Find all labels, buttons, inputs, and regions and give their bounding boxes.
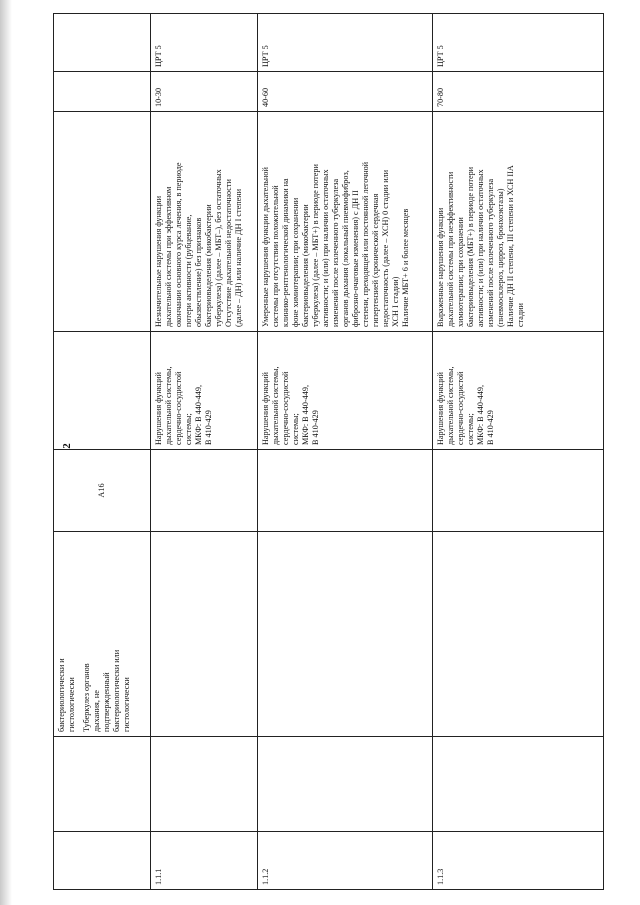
cell-functions [258, 332, 433, 450]
text-line: системы при отсутствии положительной [271, 185, 280, 327]
text-line: Наличие МБТ+ 6 и более месяцев [401, 208, 410, 327]
text-line: стадии [516, 303, 525, 327]
cell-code: 1.1.3 [433, 832, 604, 890]
cell-blank [54, 737, 151, 832]
cell-disease-name [258, 532, 433, 737]
cell-code [54, 832, 151, 890]
text-line: сердечно-сосудистой [456, 371, 465, 445]
text-line: туберкулеза) (далее – МБТ–), без остаточных [214, 169, 223, 327]
text-line: дыхания, не [92, 690, 101, 732]
cell-tag: ЦРТ 5 [151, 14, 258, 72]
text-line: дыхательной системы при неэффективности [446, 171, 455, 327]
text-line: Нарушения функций [154, 372, 163, 445]
text-line: сердечно-сосудистой [281, 371, 290, 445]
text-line: МКФ: B 440-449, [476, 384, 485, 445]
text-line: бактериовыделения (микобактерии [301, 204, 310, 327]
cell-percent: 40-60 [258, 72, 433, 112]
text-line: Нарушения функций [261, 372, 270, 445]
text-line: подтвержденный [102, 672, 111, 732]
text-line: системы; [291, 413, 300, 445]
cell-functions [54, 332, 151, 450]
page-number: 2 [60, 443, 73, 449]
text-line: изменений после излеченного туберкулеза [486, 178, 495, 327]
cell-icd-code [433, 450, 604, 532]
cell-criteria [433, 112, 604, 332]
text-line: фиброзно-очаговые изменения) с ДН II [351, 190, 360, 327]
cell-blank [433, 737, 604, 832]
cell-blank [258, 737, 433, 832]
cell-icd-code: A16 [54, 450, 151, 532]
text-line: активности; и (или) при наличии остаточных [476, 169, 485, 327]
text-line: активности; и (или) при наличии остаточных [321, 169, 330, 327]
text-line: гистологически [122, 677, 131, 732]
text-line: недостаточность (далее – ХСН) 0 стадии или [381, 169, 390, 327]
cell-icd-code [151, 450, 258, 532]
cell-tag [54, 14, 151, 72]
cell-criteria [54, 112, 151, 332]
text-line: B 410-429 [204, 410, 213, 445]
text-line: (далее – ДН) или наличие ДН I степени [234, 189, 243, 327]
cell-percent: 10-30 [151, 72, 258, 112]
cell-blank [151, 737, 258, 832]
disability-criteria-table [53, 13, 604, 890]
text-line: системы; [184, 413, 193, 445]
cell-disease-name [433, 532, 604, 737]
text-line: Незначительные нарушения функции [154, 196, 163, 327]
text-line: Наличие ДН II степени, III степени и ХСН IIА [506, 165, 515, 327]
text-line: Выраженные нарушения функции [436, 207, 445, 327]
table-row-header [54, 14, 151, 890]
text-line: (пневмосклероз, цирроз, бронхоэктазы) [496, 188, 505, 327]
text-line: бактериологически и [57, 658, 66, 732]
text-line: органов дыхания (локальный пневмофиброз, [341, 170, 350, 327]
text-line: туберкулеза) (далее – МБТ+) в периоде потери [311, 164, 320, 327]
text-line: ХСН I стадии) [391, 276, 400, 327]
text-line: бактериовыделения (МБТ+) в периоде потери [466, 166, 475, 327]
text-line: сердечно-сосудистой [174, 371, 183, 445]
cell-code: 1.1.2 [258, 832, 433, 890]
table-row [258, 14, 433, 890]
cell-percent: 70-80 [433, 72, 604, 112]
text-line: степени, преходящей или постоянной легочной [361, 161, 370, 327]
cell-criteria [151, 112, 258, 332]
cell-percent [54, 72, 151, 112]
text-line: B 410-429 [486, 410, 495, 445]
scan-edge [0, 0, 12, 905]
cell-code: 1.1.1 [151, 832, 258, 890]
text-line: Туберкулез органов [82, 663, 91, 732]
table-row [151, 14, 258, 890]
text-line: дыхательной системы при эффективном [164, 186, 173, 327]
cell-disease-name [151, 532, 258, 737]
text-line: бактериологически или [112, 649, 121, 732]
text-line: гипертензией (хронической сердечная [371, 193, 380, 327]
text-line: потери активности (рубцевание, [184, 214, 193, 327]
text-line: Отсутствие дыхательной недостаточности [224, 179, 233, 327]
text-line: окончании основного курса лечения, в периоде [174, 162, 183, 327]
cell-icd-code [258, 450, 433, 532]
text-line: дыхательной системы, [164, 366, 173, 445]
table-row [433, 14, 604, 890]
text-line: МКФ: B 440-449, [301, 384, 310, 445]
text-line: фоне химиотерапии; при сохранении [291, 197, 300, 327]
cell-criteria [258, 112, 433, 332]
cell-tag: ЦРТ 5 [258, 14, 433, 72]
text-line: Умеренные нарушения функции дыхательной [261, 167, 270, 327]
text-line: изменений после излеченного туберкулеза [331, 178, 340, 327]
text-line: бактериовыделения (микобактерии [204, 204, 213, 327]
text-line: химиотерапии; при сохранении [456, 217, 465, 327]
text-line: гистологически [67, 677, 76, 732]
text-line: клинико-рентгенологической динамики на [281, 178, 290, 327]
text-line: B 410-429 [311, 410, 320, 445]
cell-disease-name [54, 532, 151, 737]
text-line: Нарушения функций [436, 372, 445, 445]
text-line: обызвествление) без признаков [194, 217, 203, 327]
cell-tag: ЦРТ 5 [433, 14, 604, 72]
text-line: дыхательной системы, [446, 366, 455, 445]
text-line: МКФ: B 440-449, [194, 384, 203, 445]
text-line: системы; [466, 413, 475, 445]
text-line: дыхательной системы, [271, 366, 280, 445]
cell-functions [151, 332, 258, 450]
cell-functions [433, 332, 604, 450]
rotated-table-sheet [53, 14, 593, 890]
